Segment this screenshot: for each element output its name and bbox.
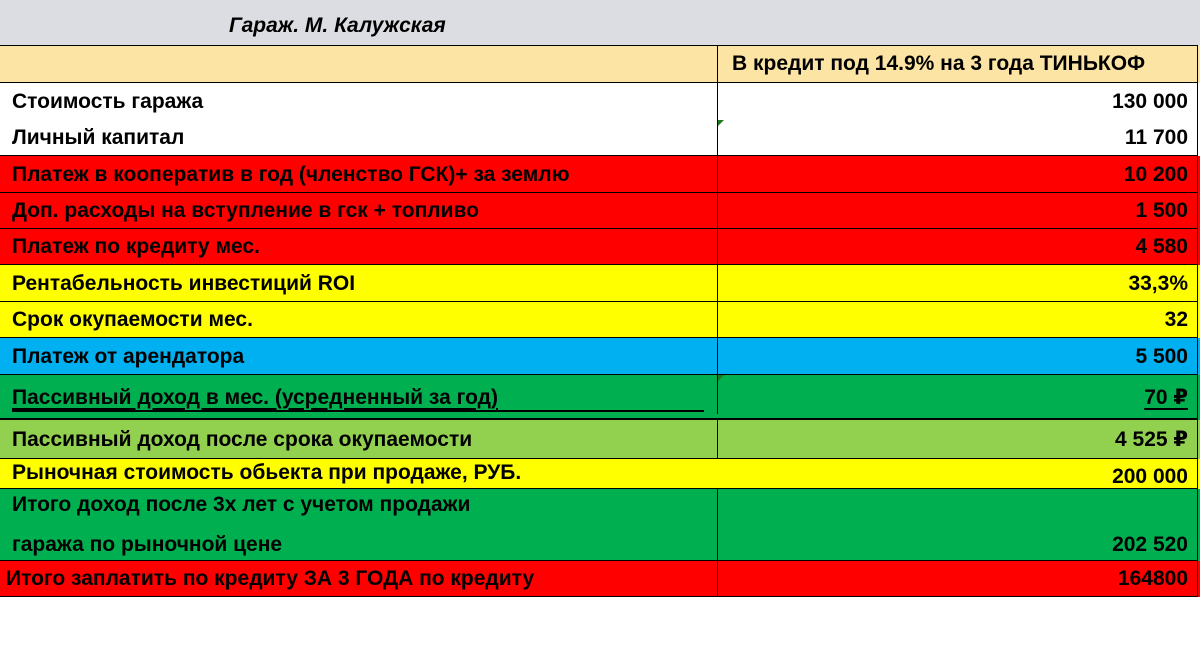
grid-line	[0, 458, 1198, 459]
table-row	[0, 120, 1200, 156]
label-cell[interactable]: Личный капитал	[12, 126, 185, 149]
grid-line	[0, 301, 1198, 302]
table-row	[0, 156, 1200, 193]
value-cell[interactable]: 4 525 ₽	[1115, 428, 1188, 451]
grid-line	[0, 264, 1198, 265]
grid-line	[717, 489, 718, 597]
grid-line	[0, 560, 1198, 561]
table-row	[0, 338, 1200, 375]
value-cell[interactable]: 164800	[1117, 567, 1188, 590]
label-cell[interactable]: Пассивный доход после срока окупаемости	[12, 427, 473, 451]
table-row	[0, 459, 1200, 489]
value-cell[interactable]: 33,3%	[1128, 271, 1188, 295]
label-line: гаража по рыночной цене	[12, 533, 283, 556]
header-row	[0, 45, 1200, 83]
grid-line	[717, 419, 718, 458]
label-cell[interactable]: Рыночная стоимость обьекта при продаже, РУБ.	[12, 461, 522, 484]
grid-line	[0, 45, 1198, 46]
label-cell[interactable]: Доп. расходы на вступление в гск + топливо	[12, 199, 479, 222]
value-cell[interactable]: 130 000	[1112, 89, 1188, 113]
grid-line	[0, 488, 1198, 489]
sheet-title: Гараж. М. Калужская	[229, 14, 446, 37]
grid-line	[0, 374, 1198, 375]
value-cell[interactable]: 1 500	[1135, 199, 1188, 222]
header-column-text: В кредит под 14.9% на 3 года ТИНЬКОФ	[732, 52, 1145, 75]
comment-marker-icon	[718, 375, 724, 381]
grid-line	[0, 82, 1198, 83]
value-cell[interactable]: 10 200	[1123, 162, 1188, 186]
label-cell[interactable]: Платеж по кредиту мес.	[12, 235, 260, 258]
header-label-cell[interactable]	[0, 45, 717, 83]
value-cell[interactable]: 4 580	[1135, 235, 1188, 258]
label-cell[interactable]: Рентабельность инвестиций ROI	[12, 271, 356, 295]
grid-line	[0, 596, 1198, 597]
label-cell[interactable]	[0, 375, 717, 420]
header-column-cell[interactable]	[717, 45, 1200, 83]
table-row	[0, 265, 1200, 302]
label-text: Пассивный доход в мес. (усредненный за год)	[12, 385, 498, 409]
table-row	[0, 229, 1200, 265]
table-row	[0, 302, 1200, 338]
grid-line	[0, 192, 1198, 193]
table-row	[0, 420, 1200, 459]
value-cell[interactable]: 32	[1164, 308, 1188, 331]
label-cell[interactable]: Стоимость гаража	[12, 89, 204, 113]
label-cell[interactable]	[0, 489, 717, 561]
grid-line	[0, 228, 1198, 229]
grid-line	[0, 155, 1198, 156]
grid-line	[1197, 45, 1198, 597]
label-cell[interactable]: Платеж в кооператив в год (членство ГСК)+ за землю	[12, 162, 570, 186]
label-cell[interactable]: Итого заплатить по кредиту ЗА 3 ГОДА по кредиту	[6, 567, 535, 590]
label-cell[interactable]: Платеж от арендатора	[12, 344, 245, 368]
value-cell[interactable]	[717, 375, 1200, 420]
table-row	[0, 561, 1200, 597]
label-underline	[12, 410, 704, 412]
label-cell[interactable]: Срок окупаемости мес.	[12, 308, 253, 331]
grid-line	[717, 45, 718, 414]
value-cell[interactable]: 200 000	[1112, 465, 1188, 488]
value-cell[interactable]: 5 500	[1135, 344, 1188, 368]
value-cell[interactable]: 202 520	[1112, 533, 1188, 556]
comment-marker-icon	[718, 120, 724, 126]
table-row	[0, 375, 1200, 420]
table-row	[0, 489, 1200, 561]
value-text: 70 ₽	[1144, 386, 1188, 409]
label-line: Итого доход после 3х лет с учетом продажи	[12, 493, 471, 516]
grid-line	[0, 418, 1198, 420]
table-row	[0, 83, 1200, 120]
value-cell[interactable]: 11 700	[1124, 126, 1188, 149]
grid-line	[0, 337, 1198, 338]
title-bar	[0, 0, 1200, 45]
table-row	[0, 193, 1200, 229]
